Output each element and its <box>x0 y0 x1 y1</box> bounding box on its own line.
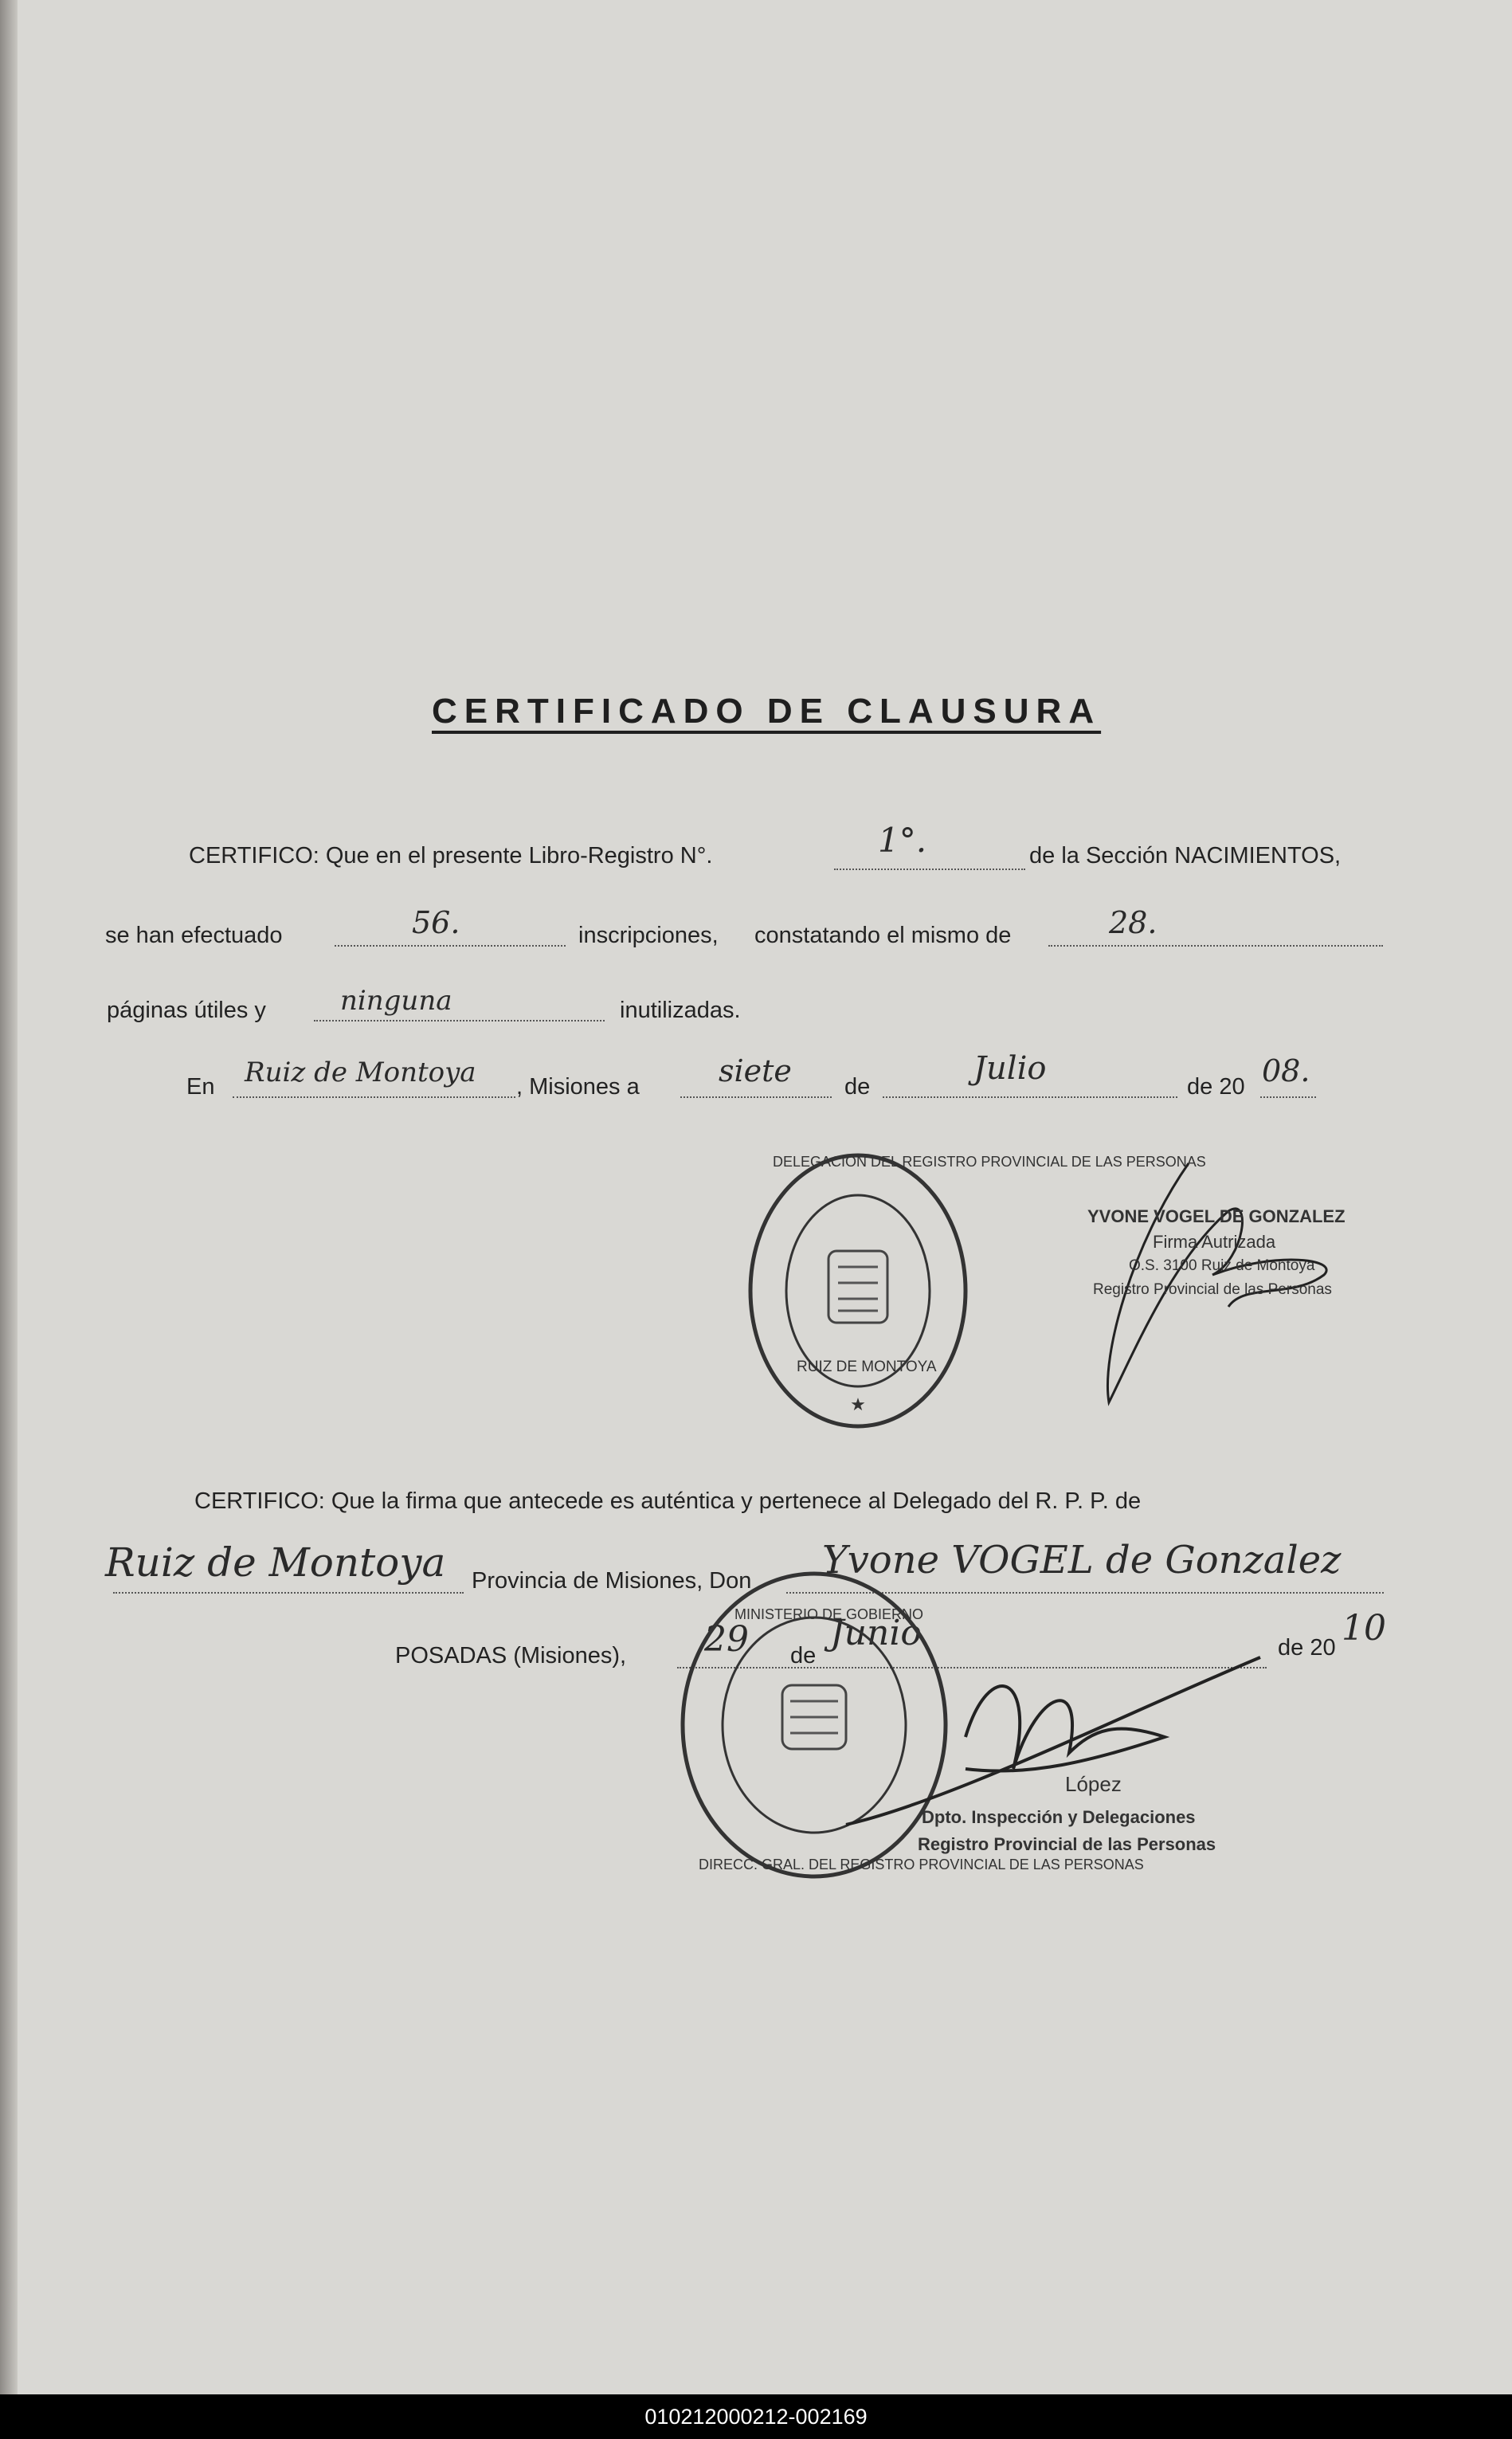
signer2-name: López <box>1065 1772 1122 1796</box>
paginas-line <box>1048 945 1383 947</box>
signer2-registry: Registro Provincial de las Personas <box>918 1834 1216 1854</box>
stamp1-ring-text: DELEGACION DEL REGISTRO PROVINCIAL DE LAS PERSONAS <box>773 1154 1206 1170</box>
mes-handwritten: Julio <box>973 1050 1047 1087</box>
seccion-label: de la Sección NACIMIENTOS, <box>1029 843 1342 869</box>
mes-line <box>883 1096 1177 1098</box>
libro-num-line <box>834 869 1025 870</box>
inscripciones-line <box>335 945 566 947</box>
anio2-handwritten: 10 <box>1342 1608 1386 1649</box>
inscripciones-label: inscripciones, <box>578 923 719 948</box>
provincia-label: Provincia de Misiones, Don <box>472 1568 752 1594</box>
inutiles-handwritten: ninguna <box>340 985 452 1017</box>
anio-handwritten: 08. <box>1262 1053 1310 1088</box>
document-id: 010212000212-002169 <box>644 2405 868 2429</box>
lugar2-handwritten: Ruiz de Montoya <box>105 1539 446 1586</box>
inscripciones-handwritten: 56. <box>412 905 460 940</box>
footer-bar <box>0 2394 1512 2439</box>
para2-certifico: CERTIFICO: Que la firma que antecede es auténtica y pertenece al Delegado del R. P. P. de <box>194 1488 1142 1514</box>
se-han-label: se han efectuado <box>105 923 283 948</box>
constatando-label: constatando el mismo de <box>754 923 1012 948</box>
document-page <box>18 0 1512 2394</box>
posadas-label: POSADAS (Misiones), <box>395 1643 627 1668</box>
book-spine <box>0 0 18 2394</box>
en-label: En <box>186 1074 215 1100</box>
de-label: de <box>844 1074 871 1100</box>
inutilizadas-label: inutilizadas. <box>620 998 741 1023</box>
de2-label: de <box>790 1643 817 1668</box>
svg-text:★: ★ <box>850 1394 866 1414</box>
signer1-name: YVONE VOGEL DE GONZALEZ <box>1087 1206 1346 1226</box>
signer2-dept: Dpto. Inspección y Delegaciones <box>922 1807 1196 1827</box>
signer1-office: O.S. 3100 Ruiz de Montoya <box>1129 1257 1315 1274</box>
signer1-role: Firma Autrizada <box>1153 1232 1276 1252</box>
stamp2-inner-text: MINISTERIO DE GOBIERNO <box>734 1606 924 1622</box>
misiones-a-label: , Misiones a <box>516 1074 640 1100</box>
de-anio2-label: de 20 <box>1278 1635 1336 1661</box>
document-title: CERTIFICADO DE CLAUSURA <box>432 692 1102 731</box>
para1-certifico: CERTIFICO: Que en el presente Libro-Registro N°. <box>189 843 713 869</box>
dia-handwritten: siete <box>719 1053 792 1088</box>
libro-num-handwritten: 1°. <box>878 821 927 860</box>
lugar2-line <box>113 1592 464 1594</box>
paginas-label: páginas útiles y <box>107 998 266 1023</box>
stamp1-inner-text: RUIZ DE MONTOYA <box>797 1359 937 1375</box>
mes2-handwritten: Junio <box>830 1613 922 1653</box>
lugar-handwritten: Ruiz de Montoya <box>245 1057 476 1088</box>
anio-line <box>1260 1096 1316 1098</box>
inutiles-line <box>314 1020 605 1021</box>
nombre-handwritten: Yvone VOGEL de Gonzalez <box>822 1538 1342 1582</box>
lugar-line <box>233 1096 515 1098</box>
signer1-registry: Registro Provincial de las Personas <box>1093 1281 1332 1298</box>
paginas-handwritten: 28. <box>1109 905 1158 940</box>
dia2-handwritten: 29 <box>704 1619 749 1660</box>
de-anio-label: de 20 <box>1187 1074 1245 1100</box>
dia-line <box>680 1096 832 1098</box>
stamp2-ring-text: DIRECC. GRAL. DEL REGISTRO PROVINCIAL DE LAS PERSONAS <box>699 1857 1144 1872</box>
